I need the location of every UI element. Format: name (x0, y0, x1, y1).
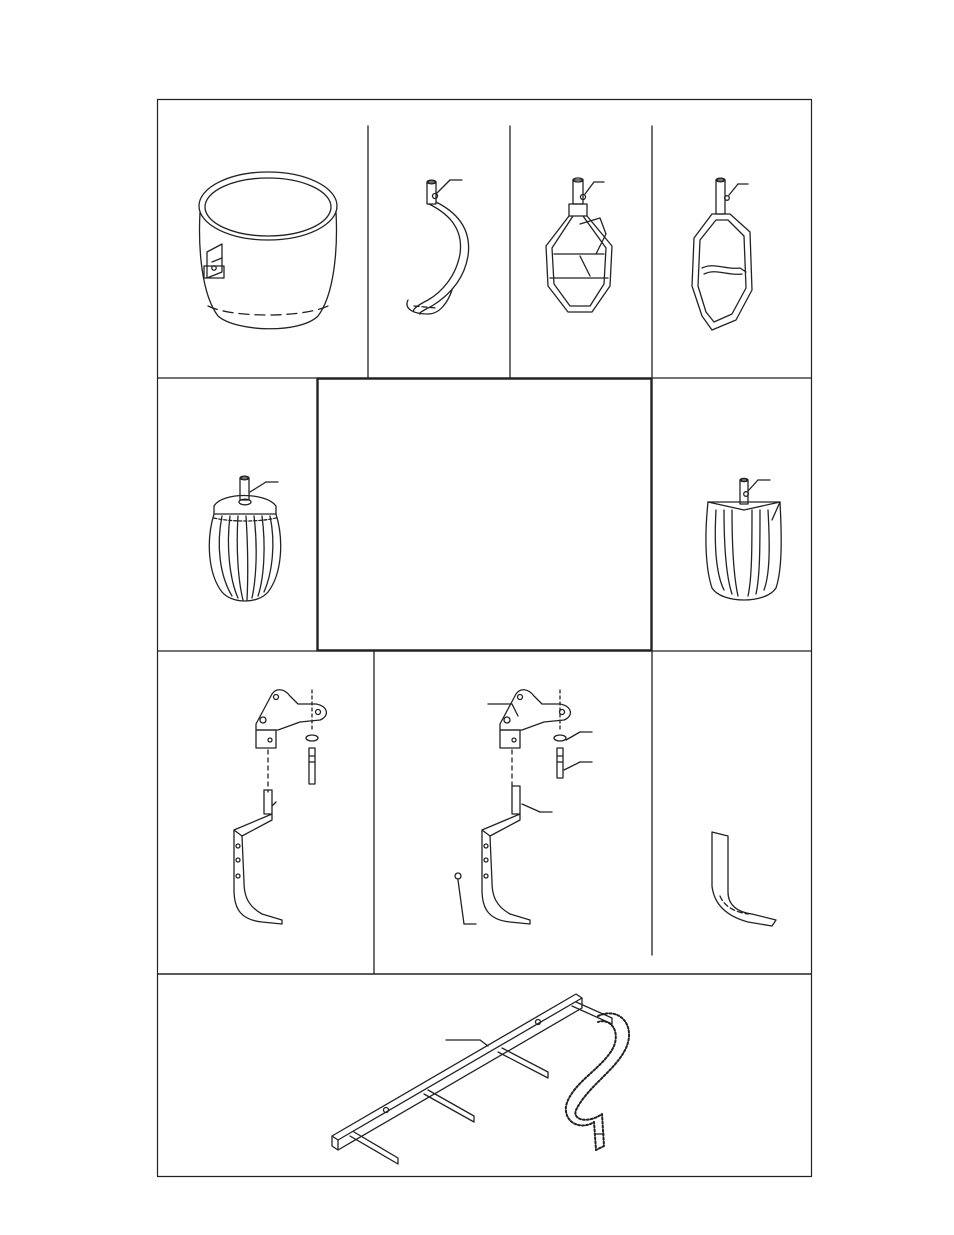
bowl-scraper-icon (234, 690, 326, 924)
wing-whip-icon (706, 478, 781, 600)
pastry-knife-icon (546, 178, 612, 312)
scraper-blade-icon (712, 832, 776, 926)
wire-whip-icon (209, 476, 280, 601)
center-text-box (318, 379, 652, 651)
bowl-scraper-exploded-icon (455, 690, 592, 924)
mixing-bowl-icon (199, 172, 337, 329)
grid-frame (158, 100, 812, 1177)
dough-hook-icon (407, 180, 469, 314)
flat-beater-icon (692, 178, 752, 330)
agitator-rack-icon (332, 994, 629, 1164)
